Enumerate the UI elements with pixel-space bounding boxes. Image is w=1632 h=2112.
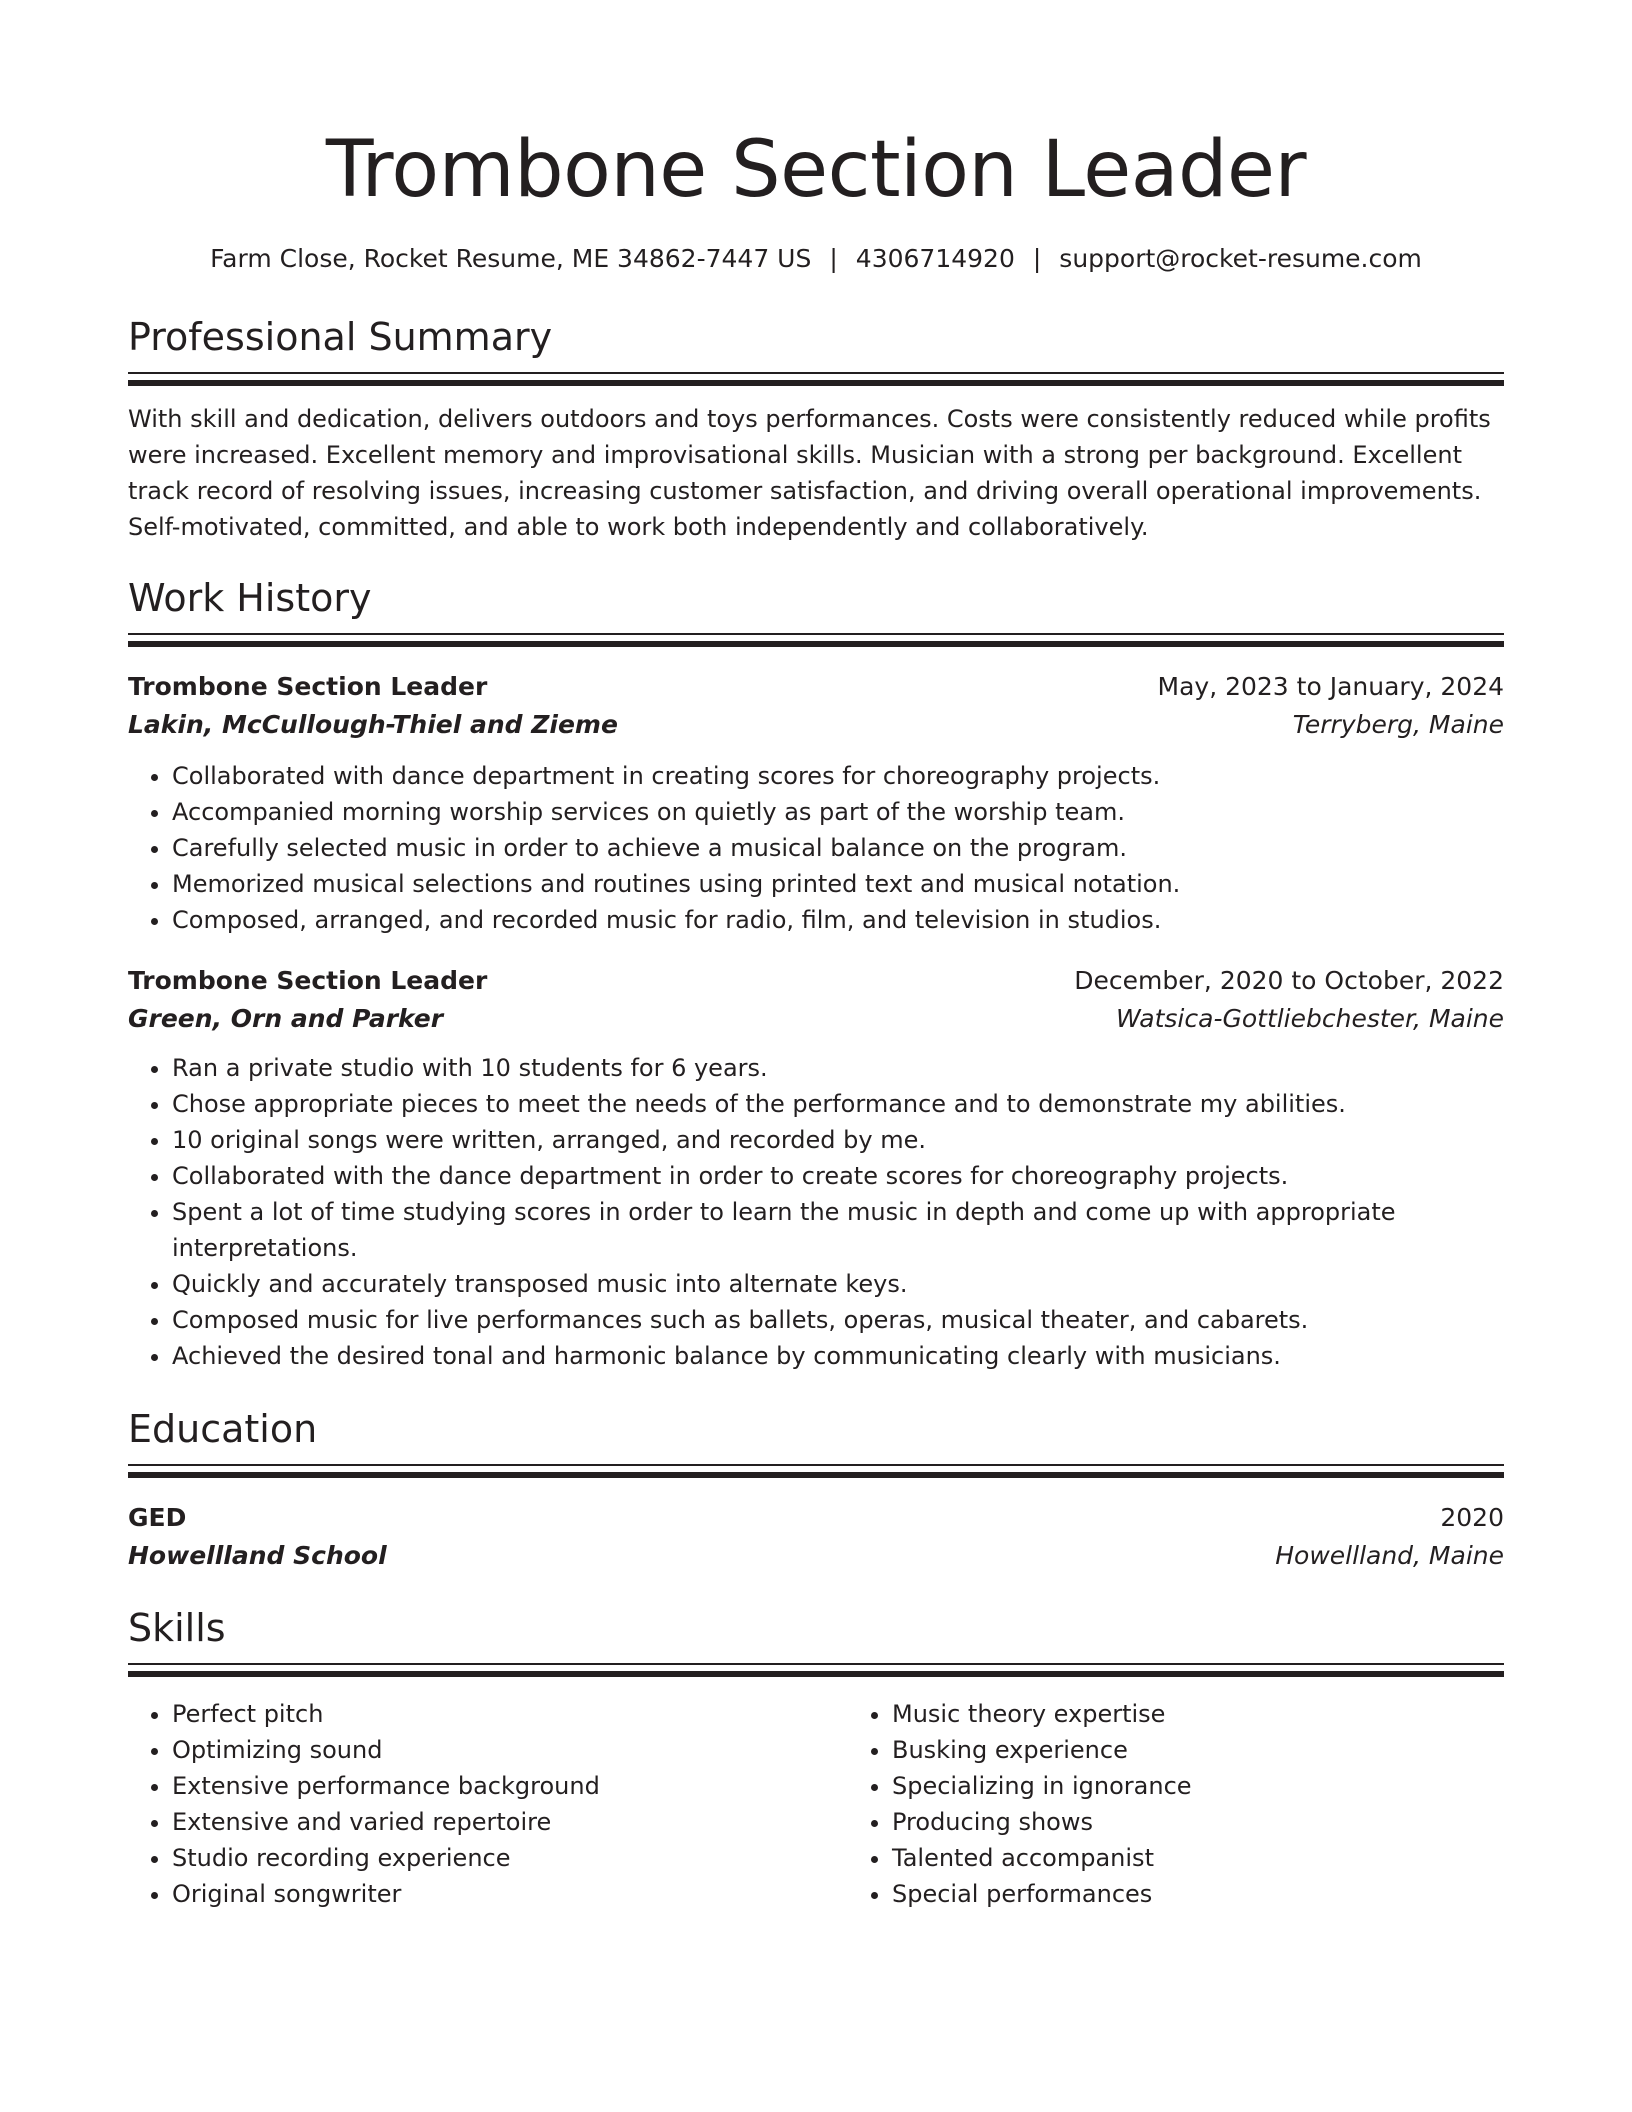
job-company: Green, Orn and Parker	[128, 1004, 444, 1033]
job-subheader	[128, 1000, 1504, 1038]
skill-item: • Busking experience	[892, 1732, 1568, 1768]
section-title-work-history: Work History	[128, 576, 372, 620]
skills-section	[128, 1603, 1504, 1912]
skill-item: • Optimizing sound	[172, 1732, 848, 1768]
skill-item: • Talented accompanist	[892, 1840, 1568, 1876]
skills-list-right	[848, 1696, 1568, 1912]
skill-item: • Extensive performance background	[172, 1768, 848, 1804]
skills-list-left	[128, 1696, 848, 1912]
contact-separator: |	[829, 244, 838, 273]
section-divider	[128, 1663, 1504, 1678]
education-entry	[128, 1499, 1504, 1575]
list-item: • Collaborated with dance department in creating scores for choreography projects.	[172, 758, 1504, 794]
resume-name: Trombone Section Leader	[325, 125, 1307, 215]
job-location: Terryberg, Maine	[1292, 710, 1504, 739]
education-header	[128, 1499, 1504, 1537]
job-header	[128, 962, 1504, 1000]
list-item: • Ran a private studio with 10 students for 6 years.	[172, 1050, 1504, 1086]
job-location: Watsica-Gottliebchester, Maine	[1115, 1004, 1504, 1033]
job-title: Trombone Section Leader	[128, 672, 488, 701]
education-subheader	[128, 1537, 1504, 1575]
work-history-section	[128, 573, 1504, 1374]
contact-separator: |	[1032, 244, 1042, 273]
list-item: • Collaborated with the dance department in order to create scores for choreography projects.	[172, 1158, 1504, 1194]
job-header	[128, 668, 1504, 706]
list-item: • Composed music for live performances such as ballets, operas, musical theater, and cabarets.	[172, 1302, 1504, 1338]
skill-item: • Special performances	[892, 1876, 1568, 1912]
skill-item: • Extensive and varied repertoire	[172, 1804, 848, 1840]
resume-page	[128, 0, 1504, 1912]
skills-columns	[128, 1696, 1504, 1912]
job-bullets	[128, 1050, 1504, 1374]
list-item: • Chose appropriate pieces to meet the needs of the performance and to demonstrate my abilities.	[172, 1086, 1504, 1122]
skill-item: • Producing shows	[892, 1804, 1568, 1840]
list-item: • Memorized musical selections and routines using printed text and musical notation.	[172, 866, 1504, 902]
list-item: • Quickly and accurately transposed music into alternate keys.	[172, 1266, 1504, 1302]
contact-address: Farm Close, Rocket Resume, ME 34862-7447 US	[210, 244, 812, 273]
contact-phone: 4306714920	[855, 244, 1015, 273]
section-title-summary: Professional Summary	[128, 315, 553, 359]
section-divider	[128, 633, 1504, 648]
section-title-education: Education	[128, 1407, 318, 1451]
skill-item: • Perfect pitch	[172, 1696, 848, 1732]
job-entry	[128, 962, 1504, 1374]
job-dates: December, 2020 to October, 2022	[1074, 966, 1504, 995]
education-school: Howellland School	[128, 1541, 387, 1570]
job-entry	[128, 668, 1504, 938]
job-subheader	[128, 706, 1504, 744]
section-divider	[128, 1464, 1504, 1479]
list-item: • Achieved the desired tonal and harmonic balance by communicating clearly with musicians.	[172, 1338, 1504, 1374]
section-divider	[128, 372, 1504, 387]
job-dates: May, 2023 to January, 2024	[1157, 672, 1504, 701]
contact-email: support@rocket-resume.com	[1059, 244, 1422, 273]
education-year: 2020	[1440, 1503, 1504, 1532]
list-item: • Spent a lot of time studying scores in order to learn the music in depth and come up with appropriate interpretations.	[172, 1194, 1504, 1266]
list-item: • Carefully selected music in order to achieve a musical balance on the program.	[172, 830, 1504, 866]
education-section	[128, 1404, 1504, 1575]
job-bullets	[128, 758, 1504, 938]
skill-item: • Studio recording experience	[172, 1840, 848, 1876]
contact-line	[128, 242, 1504, 276]
education-location: Howellland, Maine	[1275, 1541, 1504, 1570]
job-company: Lakin, McCullough-Thiel and Zieme	[128, 710, 618, 739]
skill-item: • Original songwriter	[172, 1876, 848, 1912]
list-item: • Composed, arranged, and recorded music for radio, film, and television in studios.	[172, 902, 1504, 938]
skill-item: • Music theory expertise	[892, 1696, 1568, 1732]
section-title-skills: Skills	[128, 1606, 226, 1650]
summary-text: With skill and dedication, delivers outdoors and toys performances. Costs were consistently reduced while profits were increased. Excellent memory and improvisational skills. Musician with a strong per background. Excellent track record of resolving issues, increasing customer satisfaction, and driving overall operational improvements. Self-motivated, committed, and able to work both independently and collaboratively.	[128, 405, 1491, 541]
skill-item: • Specializing in ignorance	[892, 1768, 1568, 1804]
list-item: • Accompanied morning worship services on quietly as part of the worship team.	[172, 794, 1504, 830]
education-degree: GED	[128, 1503, 187, 1532]
summary-section	[128, 312, 1504, 545]
job-title: Trombone Section Leader	[128, 966, 488, 995]
list-item: • 10 original songs were written, arranged, and recorded by me.	[172, 1122, 1504, 1158]
